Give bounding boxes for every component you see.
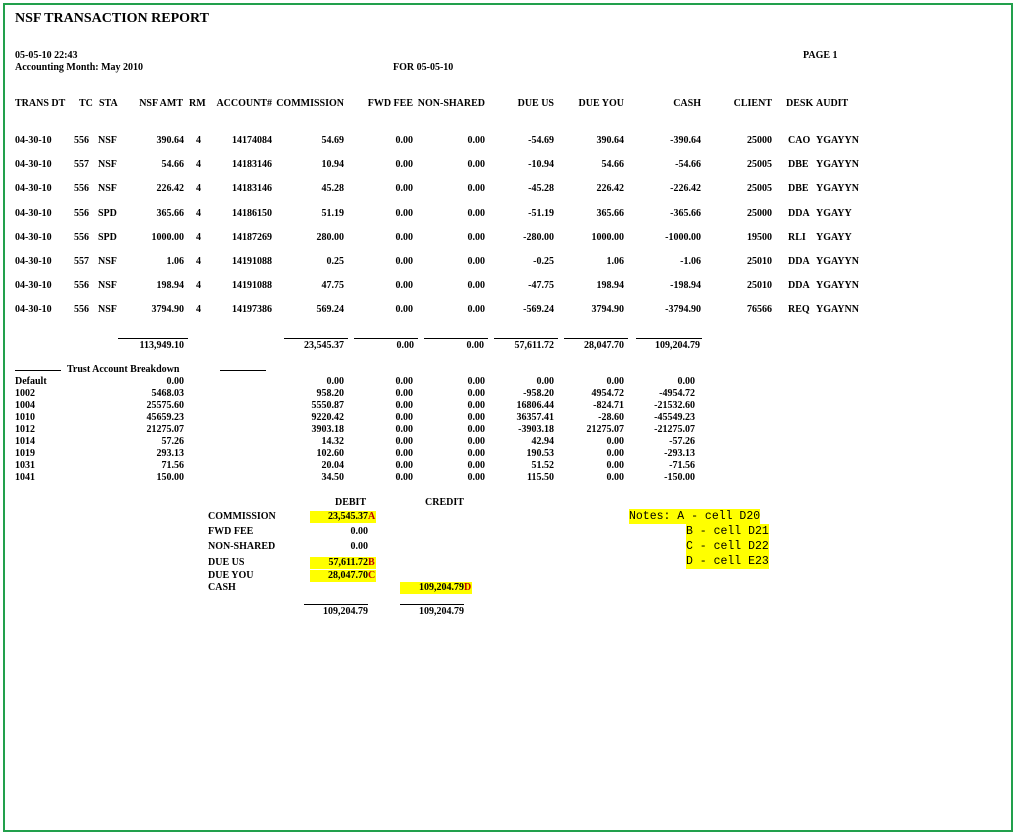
breakdown-cell: 150.00	[156, 472, 184, 483]
column-header: COMMISSION	[276, 98, 344, 109]
total-commission: 23,545.37	[304, 340, 344, 351]
table-cell: REQ	[788, 304, 810, 315]
column-header: CASH	[673, 98, 701, 109]
breakdown-cell: -4954.72	[659, 388, 695, 399]
table-cell: 1000.00	[151, 232, 184, 243]
breakdown-cell: -71.56	[669, 460, 695, 471]
table-cell: 280.00	[316, 232, 344, 243]
breakdown-cell: 0.00	[606, 472, 624, 483]
breakdown-cell: -45549.23	[654, 412, 695, 423]
table-cell: -54.66	[675, 159, 701, 170]
breakdown-cell: 190.53	[526, 448, 554, 459]
table-cell: NSF	[98, 280, 117, 291]
table-cell: 4	[196, 256, 201, 267]
table-cell: 569.24	[316, 304, 344, 315]
table-cell: 0.00	[467, 183, 485, 194]
breakdown-cell: 0.00	[467, 412, 485, 423]
table-cell: 04-30-10	[15, 304, 52, 315]
table-cell: 0.00	[395, 208, 413, 219]
table-cell: -226.42	[670, 183, 701, 194]
breakdown-cell: 0.00	[395, 412, 413, 423]
table-cell: -365.66	[670, 208, 701, 219]
table-cell: 556	[74, 183, 89, 194]
table-cell: 04-30-10	[15, 208, 52, 219]
table-cell: 365.66	[596, 208, 624, 219]
table-cell: 14191088	[232, 256, 272, 267]
table-cell: 4	[196, 208, 201, 219]
table-cell: NSF	[98, 159, 117, 170]
report-title: NSF TRANSACTION REPORT	[15, 11, 209, 26]
breakdown-cell: Default	[15, 376, 47, 387]
table-cell: 556	[74, 232, 89, 243]
breakdown-cell: 57.26	[161, 436, 184, 447]
breakdown-cell: 0.00	[467, 424, 485, 435]
table-cell: 0.00	[467, 135, 485, 146]
journal-debit: 23,545.37	[310, 511, 368, 523]
breakdown-cell: 14.32	[321, 436, 344, 447]
table-cell: YGAYYN	[816, 280, 859, 291]
breakdown-cell: 1014	[15, 436, 35, 447]
table-cell: 4	[196, 232, 201, 243]
table-cell: SPD	[98, 232, 117, 243]
debit-total: 109,204.79	[323, 606, 368, 617]
breakdown-cell: 115.50	[527, 472, 554, 483]
breakdown-cell: 4954.72	[591, 388, 624, 399]
journal-label: DUE YOU	[208, 570, 254, 581]
table-cell: 14186150	[232, 208, 272, 219]
table-cell: YGAYYN	[816, 256, 859, 267]
journal-debit: 0.00	[350, 526, 368, 537]
total-fwd-fee: 0.00	[396, 340, 414, 351]
journal-label: CASH	[208, 582, 236, 593]
note-d: D - cell E23	[686, 555, 769, 568]
breakdown-cell: 0.00	[467, 460, 485, 471]
breakdown-cell: 1010	[15, 412, 35, 423]
table-cell: 557	[74, 256, 89, 267]
table-cell: 0.00	[467, 159, 485, 170]
breakdown-cell: 9220.42	[311, 412, 344, 423]
table-cell: 25010	[747, 256, 772, 267]
column-header: STA	[99, 98, 118, 109]
breakdown-cell: 0.00	[467, 448, 485, 459]
breakdown-cell: 34.50	[321, 472, 344, 483]
journal-debit: 28,047.70	[310, 570, 368, 582]
table-cell: 4	[196, 183, 201, 194]
breakdown-cell: 16806.44	[516, 400, 554, 411]
table-cell: 0.25	[326, 256, 344, 267]
table-cell: DBE	[788, 159, 809, 170]
breakdown-cell: 1019	[15, 448, 35, 459]
table-cell: -45.28	[528, 183, 554, 194]
breakdown-cell: -21532.60	[654, 400, 695, 411]
table-cell: -569.24	[523, 304, 554, 315]
table-cell: 0.00	[395, 232, 413, 243]
breakdown-cell: 21275.07	[146, 424, 184, 435]
breakdown-cell: 0.00	[677, 376, 695, 387]
table-cell: 556	[74, 208, 89, 219]
table-cell: 0.00	[395, 280, 413, 291]
breakdown-cell: 1004	[15, 400, 35, 411]
journal-credit: 109,204.79	[400, 582, 464, 594]
table-cell: 4	[196, 280, 201, 291]
breakdown-cell: 20.04	[321, 460, 344, 471]
table-cell: -198.94	[670, 280, 701, 291]
total-cash: 109,204.79	[655, 340, 700, 351]
table-cell: DDA	[788, 208, 810, 219]
table-cell: 19500	[747, 232, 772, 243]
table-cell: 54.66	[161, 159, 184, 170]
journal-debit: 57,611.72	[310, 557, 368, 569]
journal-debit-marker: C	[368, 570, 376, 581]
breakdown-heading: Trust Account Breakdown	[67, 364, 180, 375]
column-header: DUE US	[517, 98, 554, 109]
breakdown-cell: 0.00	[395, 400, 413, 411]
page-number: PAGE 1	[803, 50, 838, 61]
column-header: DUE YOU	[578, 98, 624, 109]
table-cell: 557	[74, 159, 89, 170]
breakdown-cell: -28.60	[598, 412, 624, 423]
breakdown-cell: 0.00	[467, 436, 485, 447]
breakdown-cell: 71.56	[161, 460, 184, 471]
breakdown-cell: 0.00	[395, 436, 413, 447]
table-cell: -3794.90	[665, 304, 701, 315]
table-cell: 04-30-10	[15, 159, 52, 170]
breakdown-cell: 102.60	[316, 448, 344, 459]
breakdown-cell: 42.94	[531, 436, 554, 447]
breakdown-cell: 958.20	[316, 388, 344, 399]
table-cell: 14183146	[232, 183, 272, 194]
breakdown-cell: 0.00	[395, 472, 413, 483]
table-cell: 1.06	[606, 256, 624, 267]
table-cell: 0.00	[395, 159, 413, 170]
table-cell: 10.94	[321, 159, 344, 170]
table-cell: -280.00	[523, 232, 554, 243]
debit-header: DEBIT	[335, 497, 367, 508]
table-cell: 25005	[747, 183, 772, 194]
breakdown-cell: -824.71	[593, 400, 624, 411]
total-non-shared: 0.00	[466, 340, 484, 351]
table-cell: 04-30-10	[15, 232, 52, 243]
table-cell: 14183146	[232, 159, 272, 170]
breakdown-cell: -21275.07	[654, 424, 695, 435]
total-due-you: 28,047.70	[584, 340, 624, 351]
table-cell: 198.94	[596, 280, 624, 291]
breakdown-cell: 0.00	[536, 376, 554, 387]
table-cell: RLI	[788, 232, 806, 243]
table-cell: YGAYY	[816, 208, 852, 219]
credit-total: 109,204.79	[419, 606, 464, 617]
table-cell: -51.19	[528, 208, 554, 219]
table-cell: -10.94	[528, 159, 554, 170]
breakdown-cell: -57.26	[669, 436, 695, 447]
breakdown-cell: 1041	[15, 472, 35, 483]
table-cell: 226.42	[596, 183, 624, 194]
breakdown-cell: 5468.03	[151, 388, 184, 399]
breakdown-cell: 45659.23	[146, 412, 184, 423]
column-header: NSF AMT	[139, 98, 183, 109]
table-cell: YGAYY	[816, 232, 852, 243]
table-cell: DBE	[788, 183, 809, 194]
table-cell: NSF	[98, 256, 117, 267]
column-header: NON-SHARED	[417, 98, 485, 109]
note-a: Notes: A - cell D20	[629, 510, 761, 523]
journal-label: FWD FEE	[208, 526, 254, 537]
table-cell: YGAYNN	[816, 304, 859, 315]
table-cell: 390.64	[596, 135, 624, 146]
table-cell: 14197386	[232, 304, 272, 315]
breakdown-cell: 0.00	[395, 376, 413, 387]
total-nsf-amt: 113,949.10	[139, 340, 184, 351]
breakdown-cell: 0.00	[467, 400, 485, 411]
column-header: ACCOUNT#	[216, 98, 272, 109]
table-cell: YGAYYN	[816, 183, 859, 194]
table-cell: -1000.00	[665, 232, 701, 243]
table-cell: 556	[74, 304, 89, 315]
table-cell: DDA	[788, 280, 810, 291]
table-cell: 54.66	[601, 159, 624, 170]
table-cell: 0.00	[395, 304, 413, 315]
table-cell: 04-30-10	[15, 256, 52, 267]
breakdown-cell: 0.00	[606, 460, 624, 471]
table-cell: 556	[74, 280, 89, 291]
table-cell: 4	[196, 304, 201, 315]
table-cell: -390.64	[670, 135, 701, 146]
note-c: C - cell D22	[686, 540, 769, 553]
table-cell: 14174084	[232, 135, 272, 146]
table-cell: 47.75	[321, 280, 344, 291]
table-cell: 25000	[747, 208, 772, 219]
breakdown-cell: 0.00	[166, 376, 184, 387]
breakdown-cell: 0.00	[395, 460, 413, 471]
breakdown-cell: 0.00	[606, 376, 624, 387]
credit-header: CREDIT	[425, 497, 464, 508]
breakdown-cell: 0.00	[326, 376, 344, 387]
breakdown-cell: 0.00	[467, 376, 485, 387]
table-cell: 25010	[747, 280, 772, 291]
breakdown-cell: 0.00	[606, 448, 624, 459]
table-cell: 226.42	[156, 183, 184, 194]
accounting-month: Accounting Month: May 2010	[15, 62, 144, 73]
breakdown-cell: 21275.07	[586, 424, 624, 435]
breakdown-cell: 0.00	[395, 424, 413, 435]
table-cell: NSF	[98, 135, 117, 146]
breakdown-cell: 1012	[15, 424, 35, 435]
table-cell: 14191088	[232, 280, 272, 291]
breakdown-cell: 0.00	[467, 388, 485, 399]
breakdown-cell: 1031	[15, 460, 35, 471]
table-cell: 365.66	[156, 208, 184, 219]
table-cell: 45.28	[321, 183, 344, 194]
table-cell: NSF	[98, 183, 117, 194]
table-cell: 0.00	[395, 135, 413, 146]
column-header: RM	[189, 98, 206, 109]
breakdown-cell: 0.00	[395, 448, 413, 459]
journal-label: DUE US	[208, 557, 245, 568]
table-cell: -54.69	[528, 135, 554, 146]
table-cell: 0.00	[467, 280, 485, 291]
column-header: DESK	[786, 98, 814, 109]
breakdown-cell: 36357.41	[516, 412, 554, 423]
table-cell: -0.25	[533, 256, 554, 267]
table-cell: -1.06	[680, 256, 701, 267]
table-cell: NSF	[98, 304, 117, 315]
report-datetime: 05-05-10 22:43	[15, 50, 78, 61]
note-b: B - cell D21	[686, 525, 769, 538]
table-cell: 0.00	[467, 304, 485, 315]
breakdown-cell: -3903.18	[518, 424, 554, 435]
for-date: FOR 05-05-10	[393, 62, 454, 73]
table-cell: 0.00	[467, 256, 485, 267]
table-cell: CAO	[788, 135, 811, 146]
breakdown-cell: 3903.18	[311, 424, 344, 435]
breakdown-cell: 0.00	[395, 388, 413, 399]
table-cell: YGAYYN	[816, 159, 859, 170]
journal-label: COMMISSION	[208, 511, 276, 522]
table-cell: 04-30-10	[15, 183, 52, 194]
breakdown-cell: 0.00	[606, 436, 624, 447]
table-cell: 0.00	[467, 208, 485, 219]
journal-label: NON-SHARED	[208, 541, 276, 552]
table-cell: 556	[74, 135, 89, 146]
table-cell: 14187269	[232, 232, 272, 243]
breakdown-cell: -150.00	[664, 472, 695, 483]
column-header: FWD FEE	[367, 98, 413, 109]
total-due-us: 57,611.72	[514, 340, 554, 351]
table-cell: YGAYYN	[816, 135, 859, 146]
table-cell: 25005	[747, 159, 772, 170]
breakdown-cell: 51.52	[531, 460, 554, 471]
breakdown-cell: 1002	[15, 388, 35, 399]
column-header: CLIENT	[733, 98, 772, 109]
column-header: AUDIT	[816, 98, 849, 109]
table-cell: 3794.90	[151, 304, 184, 315]
journal-credit-marker: D	[464, 582, 472, 593]
table-cell: 0.00	[467, 232, 485, 243]
journal-debit: 0.00	[350, 541, 368, 552]
breakdown-cell: 25575.60	[146, 400, 184, 411]
breakdown-cell: -958.20	[523, 388, 554, 399]
journal-debit-marker: A	[368, 511, 376, 522]
table-cell: 4	[196, 159, 201, 170]
table-cell: 25000	[747, 135, 772, 146]
table-cell: 1.06	[166, 256, 184, 267]
column-header: TC	[79, 98, 93, 109]
table-cell: 54.69	[321, 135, 344, 146]
table-cell: -47.75	[528, 280, 554, 291]
table-cell: 51.19	[321, 208, 344, 219]
breakdown-cell: 5550.87	[311, 400, 344, 411]
table-cell: 1000.00	[591, 232, 624, 243]
table-cell: 04-30-10	[15, 135, 52, 146]
breakdown-cell: 0.00	[467, 472, 485, 483]
table-cell: 3794.90	[591, 304, 624, 315]
table-cell: DDA	[788, 256, 810, 267]
table-cell: SPD	[98, 208, 117, 219]
breakdown-cell: 293.13	[156, 448, 184, 459]
table-cell: 76566	[747, 304, 772, 315]
table-cell: 390.64	[156, 135, 184, 146]
table-cell: 0.00	[395, 256, 413, 267]
column-header: TRANS DT	[15, 98, 66, 109]
table-cell: 4	[196, 135, 201, 146]
breakdown-cell: -293.13	[664, 448, 695, 459]
table-cell: 04-30-10	[15, 280, 52, 291]
journal-debit-marker: B	[368, 557, 375, 568]
table-cell: 0.00	[395, 183, 413, 194]
table-cell: 198.94	[156, 280, 184, 291]
